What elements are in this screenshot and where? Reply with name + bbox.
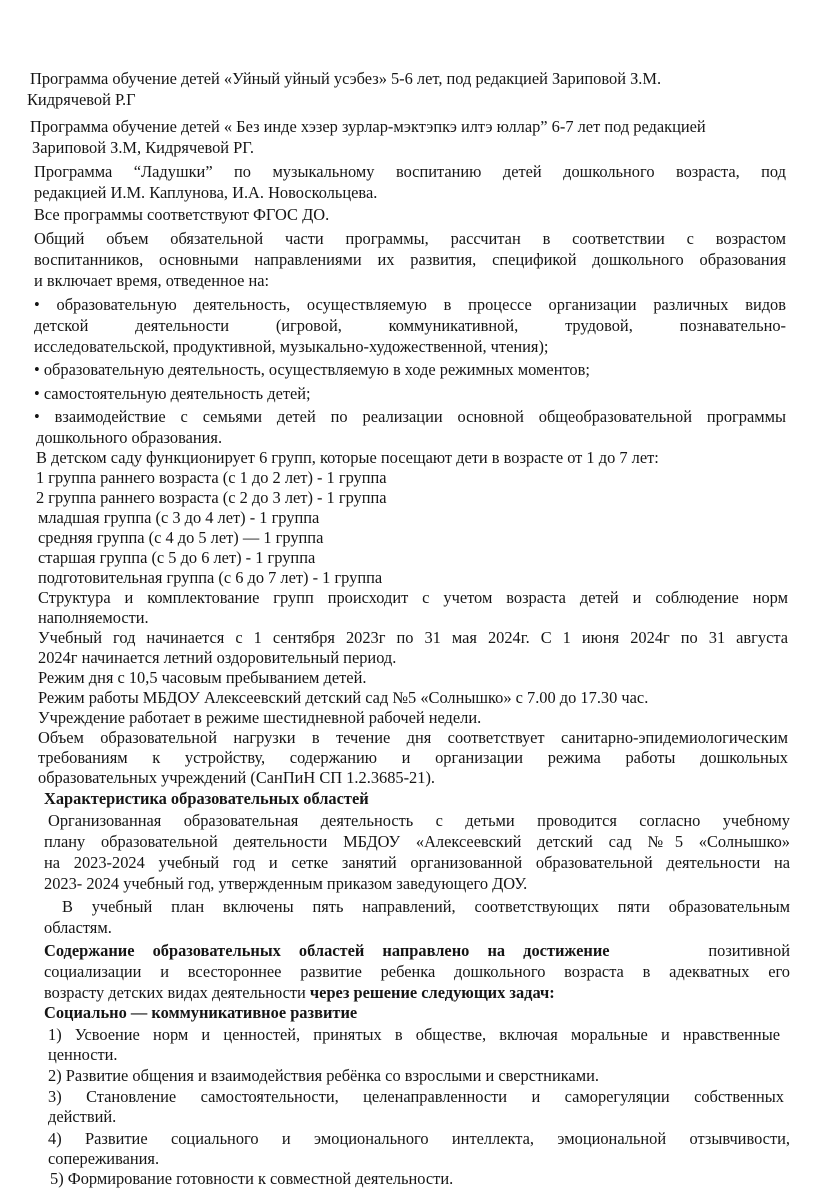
text-line: на 2023-2024 учебный год и сетке занятий организованной образовательной деятельности на [44,853,790,872]
text-line: Учебный год начинается с 1 сентября 2023г по 31 мая 2024г. С 1 июня 2024г по 31 августа [38,628,788,647]
text-line: Объем образовательной нагрузки в течение дня соответствует санитарно-эпидемиологическим [38,728,788,747]
list-item: детской деятельности (игровой, коммуникативной, трудовой, познавательно- [34,316,786,335]
text-line: социализации и всестороннее развитие ребенка дошкольного возраста в адекватных его [44,962,790,981]
text-line: В детском саду функционирует 6 групп, которые посещают дети в возрасте от 1 до 7 лет: [36,448,659,467]
group-item: младшая группа (с 3 до 4 лет) - 1 группа [38,508,320,527]
list-item: • образовательную деятельность, осуществляемую в ходе режимных моментов; [34,360,590,379]
text-line: Общий объем обязательной части программы, рассчитан в соответствии с возрастом [34,229,786,248]
section-heading: Социально — коммуникативное развитие [44,1003,358,1022]
text-line: Организованная образовательная деятельность с детьми проводится согласно учебному [48,811,790,830]
text: возрасту детских видах деятельности [44,983,306,1002]
bold-text: через решение следующих задач: [309,983,555,1002]
text-line: Режим работы МБДОУ Алексеевский детский сад №5 «Солнышко» с 7.00 до 17.30 час. [38,688,649,707]
text-line: Программа “Ладушки” по музыкальному воспитанию детей дошкольного возраста, под [34,162,786,181]
text-line: плану образовательной деятельности МБДОУ «Алексеевский детский сад №5 «Солнышко» [44,832,790,851]
group-item: 1 группа раннего возраста (с 1 до 2 лет) - 1 группа [36,468,387,487]
text-line: 2024г начинается летний оздоровительный период. [38,648,397,667]
text-line: Программа обучение детей «Уйный уйный усэбез» 5-6 лет, под редакцией Зариповой З.М. [30,69,662,88]
list-item: 3) Становление самостоятельности, целенаправленности и саморегуляции собственных [48,1087,784,1106]
list-item: сопереживания. [48,1149,160,1168]
list-item: исследовательской, продуктивной, музыкально-художественной, чтения); [34,337,549,356]
text-line: В учебный план включены пять направлений, соответствующих пяти образовательным [62,897,790,916]
bold-text: Содержание образовательных областей направлено на достижение [44,941,610,960]
text-line: Учреждение работает в режиме шестидневной рабочей недели. [38,708,482,727]
list-item: • самостоятельную деятельность детей; [34,384,311,403]
list-item: • взаимодействие с семьями детей по реализации основной общеобразовательной программы [34,407,786,426]
text-line: областям. [44,918,112,937]
list-item: 2) Развитие общения и взаимодействия ребёнка со взрослыми и сверстниками. [48,1066,599,1085]
text-line: 2023- 2024 учебный год, утвержденным приказом заведующего ДОУ. [44,874,528,893]
group-item: подготовительная группа (с 6 до 7 лет) - 1 группа [38,568,383,587]
list-item: действий. [48,1107,117,1126]
list-item: 4) Развитие социального и эмоционального интеллекта, эмоциональной отзывчивости, [48,1129,790,1148]
text-line: Все программы соответствуют ФГОС ДО. [34,205,330,224]
text-line: Структура и комплектование групп происходит с учетом возраста детей и соблюдение норм [38,588,788,607]
list-item: 1) Усвоение норм и ценностей, принятых в обществе, включая моральные и нравственные [48,1025,780,1044]
text-line: Кидрячевой Р.Г [27,90,136,109]
text-line: требованиям к устройству, содержанию и организации режима работы дошкольных [38,748,788,767]
list-item: • образовательную деятельность, осуществляемую в процессе организации различных видов [34,295,786,314]
text: позитивной [708,941,790,960]
group-item: средняя группа (с 4 до 5 лет) — 1 группа [38,528,324,547]
text-line [44,941,790,961]
text-line: наполняемости. [38,608,149,627]
text-line: Режим дня с 10,5 часовым пребыванием детей. [38,668,367,687]
list-item: ценности. [48,1045,118,1064]
list-item: дошкольного образования. [36,428,223,447]
group-item: 2 группа раннего возраста (с 2 до 3 лет) - 1 группа [36,488,387,507]
text-line: образовательных учреждений (СанПиН СП 1.2.3685-21). [38,768,436,787]
section-heading: Характеристика образовательных областей [44,789,369,808]
text-line: Зариповой З.М, Кидрячевой РГ. [32,138,255,157]
group-item: старшая группа (с 5 до 6 лет) - 1 группа [38,548,316,567]
list-item: 5) Формирование готовности к совместной деятельности. [50,1169,454,1188]
text-line: редакцией И.М. Каплунова, И.А. Новоскольцева. [34,183,378,202]
text-line: и включает время, отведенное на: [34,271,270,290]
text-line: воспитанников, основными направлениями их развития, спецификой дошкольного образования [34,250,786,269]
text-line [44,983,555,1003]
text-line: Программа обучение детей « Без инде хэзер зурлар-мэктэпкэ илтэ юллар” 6-7 лет под редакцией [30,117,706,136]
